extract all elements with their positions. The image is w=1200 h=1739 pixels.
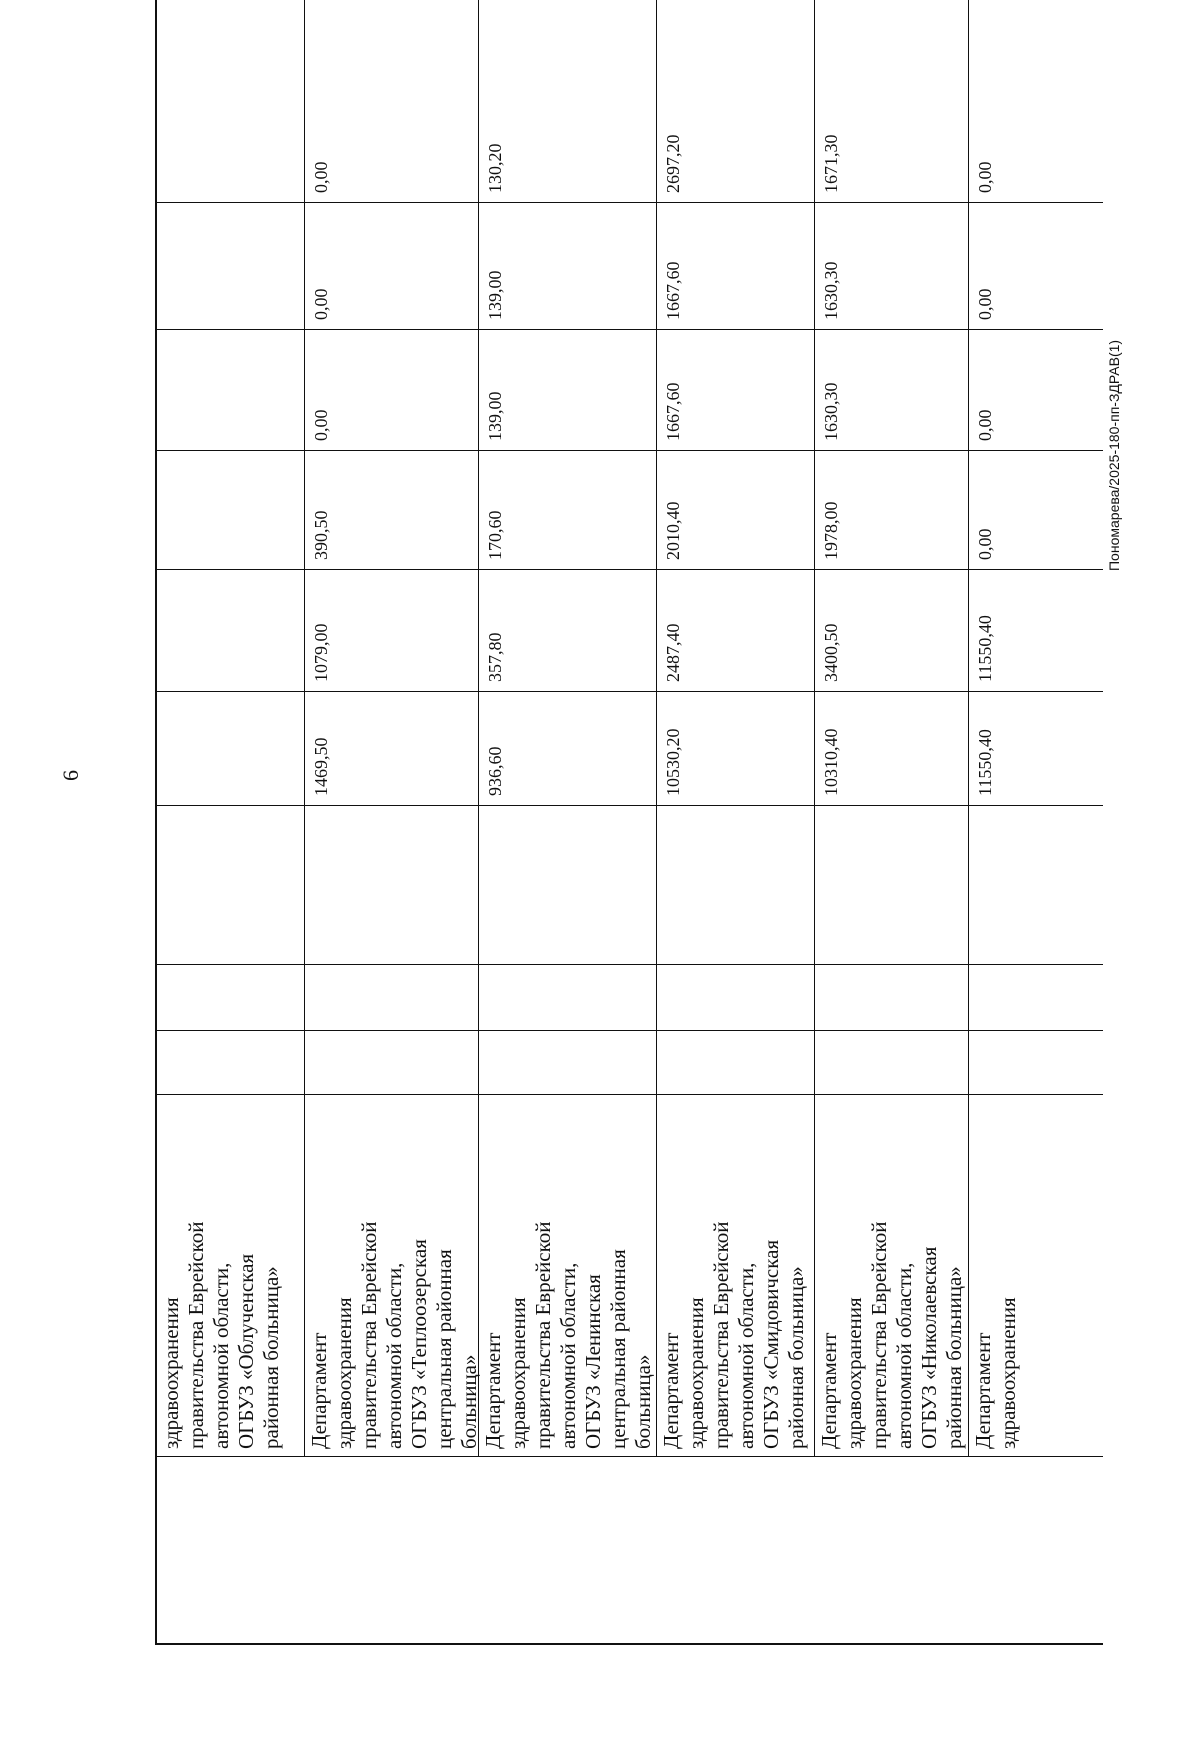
value-cell: 1671,30 — [821, 134, 841, 193]
value-cell: 139,00 — [485, 391, 505, 441]
value-cell: 11550,40 — [975, 615, 995, 682]
value-cell: 357,80 — [485, 632, 505, 682]
value-cell: 0,00 — [975, 288, 995, 320]
org-name-cell: Департамент здравоохранения правительства Еврейской автономной области, ОГБУЗ «Ленинская центральная районная больница» — [481, 1221, 655, 1449]
value-cell: 0,00 — [975, 409, 995, 441]
value-cell: 170,60 — [485, 510, 505, 560]
value-cell: 130,20 — [485, 143, 505, 193]
value-cell: 1978,00 — [821, 501, 841, 560]
org-name-cell: Департамент здравоохранения правительства Еврейской автономной области, ОГБУЗ «Смидовичская районная больница» — [659, 1221, 808, 1449]
document-reference: Пономарева/2025-180-пп-ЗДРАВ(1) — [1106, 339, 1122, 571]
org-name-cell: Департамент здравоохранения правительства Еврейской автономной области, ОГБУЗ «Теплоозерская центральная районная больница» — [307, 1221, 481, 1449]
value-cell: 936,60 — [485, 746, 505, 796]
value-cell: 0,00 — [975, 161, 995, 193]
value-cell: 0,00 — [311, 161, 331, 193]
value-cell: 0,00 — [311, 288, 331, 320]
value-cell: 1469,50 — [311, 737, 331, 796]
value-cell: 0,00 — [311, 409, 331, 441]
value-cell: 1667,60 — [663, 382, 683, 441]
value-cell: 1630,30 — [821, 382, 841, 441]
value-cell: 10310,40 — [821, 728, 841, 796]
value-cell: 1079,00 — [311, 623, 331, 682]
value-cell: 1630,30 — [821, 261, 841, 320]
value-cell: 2697,20 — [663, 134, 683, 193]
value-cell: 3400,50 — [821, 623, 841, 682]
value-cell: 11550,40 — [975, 729, 995, 796]
org-name-cell: Департамент здравоохранения — [971, 1297, 1020, 1449]
value-cell: 10530,20 — [663, 728, 683, 796]
value-cell: 1667,60 — [663, 261, 683, 320]
value-cell: 2010,40 — [663, 501, 683, 560]
page-number: 6 — [58, 770, 83, 781]
value-cell: 2487,40 — [663, 623, 683, 682]
org-name-cell: Департамент здравоохранения правительства Еврейской автономной области, ОГБУЗ «Николаевская районная больница» — [817, 1221, 966, 1449]
budget-table — [155, 0, 1103, 1645]
org-name-cell: здравоохранения правительства Еврейской автономной области, ОГБУЗ «Облученская районная больница» — [159, 1221, 283, 1449]
value-cell: 0,00 — [975, 528, 995, 560]
value-cell: 390,50 — [311, 510, 331, 560]
value-cell: 139,00 — [485, 270, 505, 320]
